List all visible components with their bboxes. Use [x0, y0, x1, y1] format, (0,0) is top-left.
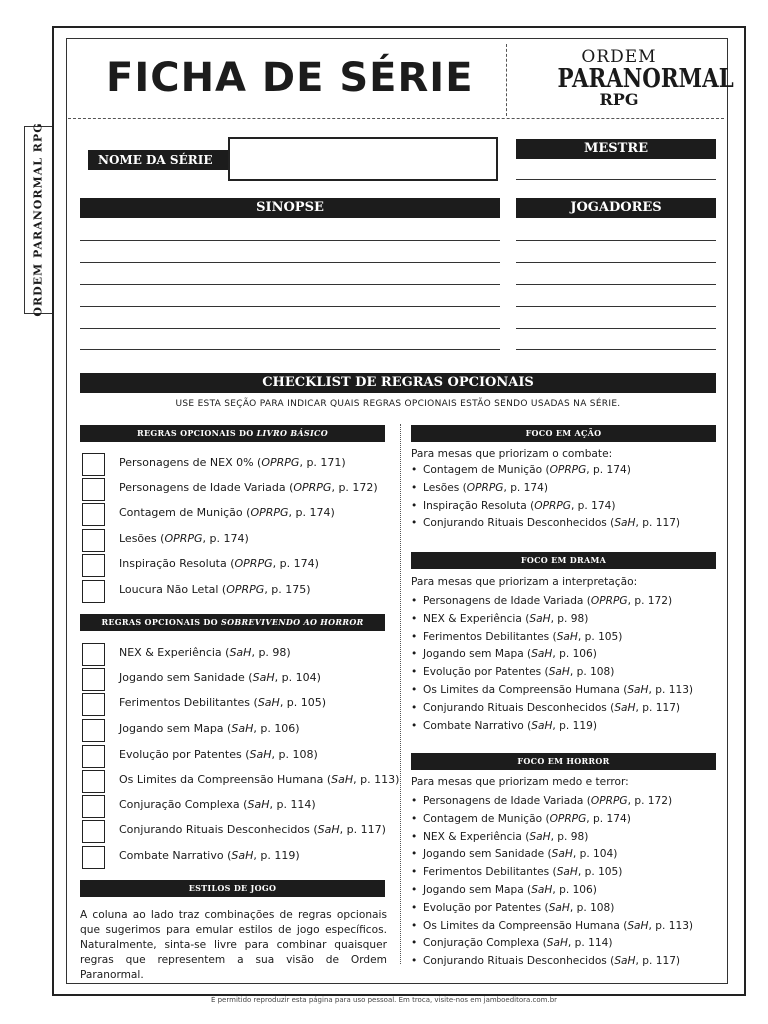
focus-list-item: • Contagem de Munição (OPRPG, p. 174): [411, 462, 680, 480]
synopsis-line[interactable]: [80, 284, 500, 285]
checklist-item: [82, 693, 392, 717]
checklist-item: [82, 745, 392, 769]
focus-list-item: • Os Limites da Compreensão Humana (SaH, p. 113): [411, 918, 693, 936]
checklist-title: CHECKLIST DE REGRAS OPCIONAIS: [80, 373, 716, 393]
players-label: JOGADORES: [516, 198, 716, 218]
checklist-item-label: Combate Narrativo (SaH, p. 119): [119, 849, 300, 862]
focus-list-item: • Contagem de Munição (OPRPG, p. 174): [411, 811, 693, 829]
checklist-item-label: Jogando sem Mapa (SaH, p. 106): [119, 722, 300, 735]
checkbox[interactable]: [82, 643, 105, 666]
footer-note: É permitido reproduzir esta página para uso pessoal. Em troca, visite-nos em jamboeditora.com.br: [210, 996, 558, 1004]
players-line[interactable]: [516, 349, 716, 350]
checklist-item: [82, 719, 392, 743]
players-line[interactable]: [516, 328, 716, 329]
focus-drama-heading: FOCO EM DRAMA: [411, 552, 716, 569]
focus-list-item: • Conjurando Rituais Desconhecidos (SaH, p. 117): [411, 953, 693, 971]
focus-list-item: • Ferimentos Debilitantes (SaH, p. 105): [411, 864, 693, 882]
synopsis-line[interactable]: [80, 306, 500, 307]
checklist-item-label: Personagens de Idade Variada (OPRPG, p. 172): [119, 481, 378, 494]
focus-action-list: [411, 462, 680, 533]
checkbox[interactable]: [82, 719, 105, 742]
focus-list-item: • Combate Narrativo (SaH, p. 119): [411, 718, 693, 736]
master-label: MESTRE: [516, 139, 716, 159]
checklist-item-label: Conjuração Complexa (SaH, p. 114): [119, 798, 316, 811]
checklist-item-label: Evolução por Patentes (SaH, p. 108): [119, 748, 318, 761]
focus-list-item: • NEX & Experiência (SaH, p. 98): [411, 611, 693, 629]
checklist-item-label: Personagens de NEX 0% (OPRPG, p. 171): [119, 456, 346, 469]
checkbox[interactable]: [82, 554, 105, 577]
basic-book-heading: REGRAS OPCIONAIS DO LIVRO BÁSICO: [80, 425, 385, 442]
checklist-item: [82, 580, 392, 604]
focus-list-item: • Jogando sem Sanidade (SaH, p. 104): [411, 846, 693, 864]
horror-book-heading: REGRAS OPCIONAIS DO SOBREVIVENDO AO HORROR: [80, 614, 385, 631]
focus-action-heading: FOCO EM AÇÃO: [411, 425, 716, 442]
focus-action-intro: Para mesas que priorizam o combate:: [411, 448, 613, 460]
side-tab-label: ORDEM PARANORMAL RPG: [31, 121, 45, 317]
series-name-field[interactable]: [228, 137, 498, 181]
checklist-item: [82, 529, 392, 553]
checklist-item-label: Inspiração Resoluta (OPRPG, p. 174): [119, 557, 319, 570]
checkbox[interactable]: [82, 846, 105, 869]
styles-description: A coluna ao lado traz combinações de regras opcionais que sugerimos para emular estilos de jogo específicos. Naturalmente, sinta-se livre para combinar quaisquer regras que representem a sua visão de Ordem Paranormal.: [80, 909, 387, 981]
checkbox[interactable]: [82, 693, 105, 716]
checklist-subtitle: USE ESTA SEÇÃO PARA INDICAR QUAIS REGRAS OPCIONAIS ESTÃO SENDO USADAS NA SÉRIE.: [175, 399, 621, 409]
focus-horror-heading: FOCO EM HORROR: [411, 753, 716, 770]
focus-list-item: • NEX & Experiência (SaH, p. 98): [411, 829, 693, 847]
checkbox[interactable]: [82, 795, 105, 818]
focus-drama-intro: Para mesas que priorizam a interpretação:: [411, 576, 638, 588]
styles-heading: ESTILOS DE JOGO: [80, 880, 385, 897]
checkbox[interactable]: [82, 770, 105, 793]
header-divider-horizontal: [68, 118, 724, 119]
synopsis-line[interactable]: [80, 240, 500, 241]
checklist-item: [82, 770, 400, 794]
checkbox[interactable]: [82, 503, 105, 526]
focus-drama-list: [411, 593, 693, 735]
players-line[interactable]: [516, 240, 716, 241]
checklist-item: [82, 478, 392, 502]
header-divider-vertical: [506, 44, 507, 116]
focus-list-item: • Ferimentos Debilitantes (SaH, p. 105): [411, 629, 693, 647]
focus-list-item: • Inspiração Resoluta (OPRPG, p. 174): [411, 498, 680, 516]
synopsis-line[interactable]: [80, 262, 500, 263]
players-line[interactable]: [516, 284, 716, 285]
checkbox[interactable]: [82, 668, 105, 691]
checklist-item: [82, 846, 392, 870]
checklist-item: [82, 668, 392, 692]
synopsis-label: SINOPSE: [80, 198, 500, 218]
checklist-item-label: Jogando sem Sanidade (SaH, p. 104): [119, 671, 321, 684]
checklist-item-label: NEX & Experiência (SaH, p. 98): [119, 646, 291, 659]
checkbox[interactable]: [82, 745, 105, 768]
column-divider: [400, 424, 401, 964]
checklist-item: [82, 795, 392, 819]
focus-list-item: • Evolução por Patentes (SaH, p. 108): [411, 900, 693, 918]
checklist-item: [82, 643, 392, 667]
checklist-item-label: Conjurando Rituais Desconhecidos (SaH, p. 117): [119, 823, 386, 836]
checklist-item: [82, 503, 392, 527]
checklist-item: [82, 554, 392, 578]
focus-list-item: • Os Limites da Compreensão Humana (SaH, p. 113): [411, 682, 693, 700]
checklist-item-label: Ferimentos Debilitantes (SaH, p. 105): [119, 696, 327, 709]
checklist-item: [82, 820, 392, 844]
focus-list-item: • Personagens de Idade Variada (OPRPG, p. 172): [411, 793, 693, 811]
focus-list-item: • Lesões (OPRPG, p. 174): [411, 480, 680, 498]
focus-list-item: • Jogando sem Mapa (SaH, p. 106): [411, 646, 693, 664]
page-title: FICHA DE SÉRIE: [106, 55, 474, 101]
ordem-paranormal-logo: ORDEM PARANORMAL RPG: [557, 47, 734, 109]
checkbox[interactable]: [82, 529, 105, 552]
checkbox[interactable]: [82, 820, 105, 843]
synopsis-line[interactable]: [80, 349, 500, 350]
focus-horror-list: [411, 793, 693, 971]
players-line[interactable]: [516, 306, 716, 307]
checklist-item-label: Contagem de Munição (OPRPG, p. 174): [119, 506, 335, 519]
checklist-item: [82, 453, 392, 477]
synopsis-line[interactable]: [80, 328, 500, 329]
players-line[interactable]: [516, 262, 716, 263]
focus-list-item: • Conjurando Rituais Desconhecidos (SaH, p. 117): [411, 515, 680, 533]
focus-list-item: • Jogando sem Mapa (SaH, p. 106): [411, 882, 693, 900]
focus-list-item: • Conjuração Complexa (SaH, p. 114): [411, 935, 693, 953]
checkbox[interactable]: [82, 580, 105, 603]
focus-list-item: • Evolução por Patentes (SaH, p. 108): [411, 664, 693, 682]
checklist-item-label: Loucura Não Letal (OPRPG, p. 175): [119, 583, 311, 596]
checklist-item-label: Os Limites da Compreensão Humana (SaH, p. 113): [119, 773, 400, 786]
checkbox[interactable]: [82, 478, 105, 501]
master-line[interactable]: [516, 179, 716, 180]
series-name-label: NOME DA SÉRIE: [88, 150, 264, 170]
focus-list-item: • Personagens de Idade Variada (OPRPG, p. 172): [411, 593, 693, 611]
focus-list-item: • Conjurando Rituais Desconhecidos (SaH, p. 117): [411, 700, 693, 718]
checkbox[interactable]: [82, 453, 105, 476]
checklist-item-label: Lesões (OPRPG, p. 174): [119, 532, 249, 545]
focus-horror-intro: Para mesas que priorizam medo e terror:: [411, 776, 629, 788]
